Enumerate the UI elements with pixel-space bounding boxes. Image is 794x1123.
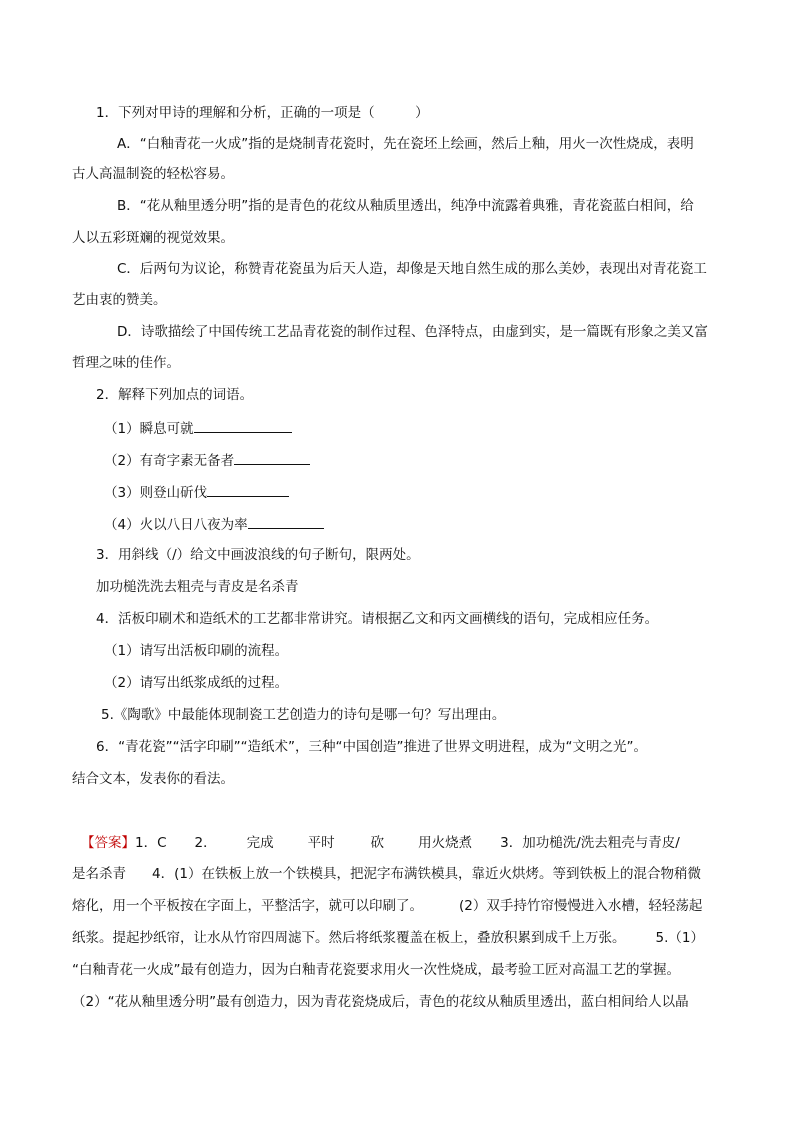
answer-4-part-1: 4．(1）在铁板上放一个铁模具，把泥字布满铁模具，靠近火烘烤。等到铁板上的混合物稍微 [152, 866, 701, 882]
answer-4-part-2-cont: 纸浆。提起抄纸帘，让水从竹帘四周滤下。然后将纸浆覆盖在板上，叠放积累到成千上万张。 [72, 930, 626, 946]
answer-5-label: 5.（1） [655, 930, 704, 946]
answer-1: 1．C [135, 835, 167, 851]
q1-stem: 1．下列对甲诗的理解和分析，正确的一项是（ ） [96, 105, 429, 121]
q2-item-3-text: （3）则登山斫伐 [104, 485, 208, 501]
answer-3-cont: 是名杀青 [72, 866, 126, 882]
q1-option-d-line1: D．诗歌描绘了中国传统工艺品青花瓷的制作过程、色泽特点，由虚到实，是一篇既有形象之美又富 [117, 324, 708, 340]
answer-2-word-3: 砍 [370, 835, 385, 851]
answer-blank[interactable] [234, 450, 310, 465]
q2-item-3 [104, 482, 289, 502]
q2-item-4 [104, 514, 324, 534]
answer-4-part-2: (2）双手持竹帘慢慢进入水槽，轻轻荡起 [459, 898, 703, 914]
q1-option-a-line1: A．“白釉青花一火成”指的是烧制青花瓷时，先在瓷坯上绘画，然后上釉，用火一次性烧成，表明 [117, 136, 694, 152]
answer-2-word-2: 平时 [307, 835, 335, 851]
q2-item-4-text: （4）火以八日八夜为率 [104, 517, 248, 533]
q4-item-2: （2）请写出纸浆成纸的过程。 [104, 675, 289, 691]
q2-stem: 2．解释下列加点的词语。 [96, 387, 254, 403]
q1-option-d-line2: 哲理之味的佳作。 [72, 355, 180, 371]
answer-4-part-1-cont: 熔化，用一个平板按在字面上，平整活字，就可以印刷了。 [72, 898, 423, 914]
answer-2-label: 2． [194, 835, 217, 851]
q4-item-1: （1）请写出活板印刷的流程。 [104, 643, 289, 659]
answer-tag: 【答案】 [81, 835, 135, 851]
q1-option-b-line2: 人以五彩斑斓的视觉效果。 [72, 230, 234, 246]
q5-stem: 5.《陶歌》中最能体现制瓷工艺创造力的诗句是哪一句？写出理由。 [101, 707, 506, 723]
q6-stem-line2: 结合文本，发表你的看法。 [72, 771, 234, 787]
q6-stem-line1: 6．“青花瓷”“活字印刷”“造纸术”，三种“中国创造”推进了世界文明进程，成为“文明之光”。 [96, 739, 648, 755]
q2-item-2-text: （2）有奇字素无备者 [104, 453, 235, 469]
q3-stem: 3．用斜线（/）给文中画波浪线的句子断句，限两处。 [96, 547, 420, 563]
answer-3: 3．加功槌洗/洗去粗壳与青皮/ [500, 835, 680, 851]
q1-option-a-line2: 古人高温制瓷的轻松容易。 [72, 166, 234, 182]
answer-blank[interactable] [248, 514, 324, 529]
q2-item-1 [104, 418, 292, 438]
answer-line-1 [81, 834, 680, 852]
q1-option-c-line1: C．后两句为议论，称赞青花瓷虽为后天人造，却像是天地自然生成的那么美妙，表现出对青花瓷工 [117, 261, 707, 277]
answer-line-3 [72, 897, 702, 915]
q3-sentence: 加功槌洗洗去粗壳与青皮是名杀青 [96, 579, 299, 595]
answer-2-word-4: 用火烧煮 [418, 835, 473, 851]
answer-blank[interactable] [194, 418, 292, 433]
answer-2-word-1: 完成 [246, 835, 274, 851]
answer-line-6: （2）“花从釉里透分明”最有创造力，因为青花瓷烧成后，青色的花纹从釉质里透出，蓝白相间给人以晶 [72, 994, 689, 1010]
q1-option-c-line2: 艺由衷的赞美。 [72, 292, 167, 308]
q4-stem: 4．活板印刷术和造纸术的工艺都非常讲究。请根据乙文和丙文画横线的语句，完成相应任务。 [96, 611, 659, 627]
answer-line-2 [72, 865, 701, 883]
answer-line-4 [72, 929, 704, 947]
answer-line-5: “白釉青花一火成”最有创造力，因为白釉青花瓷要求用火一次性烧成，最考验工匠对高温工艺的掌握。 [72, 962, 680, 978]
q2-item-1-text: （1）瞬息可就 [104, 421, 194, 437]
q1-option-b-line1: B．“花从釉里透分明”指的是青色的花纹从釉质里透出，纯净中流露着典雅，青花瓷蓝白相间，给 [117, 198, 694, 214]
q2-item-2 [104, 450, 310, 470]
answer-blank[interactable] [207, 482, 289, 497]
